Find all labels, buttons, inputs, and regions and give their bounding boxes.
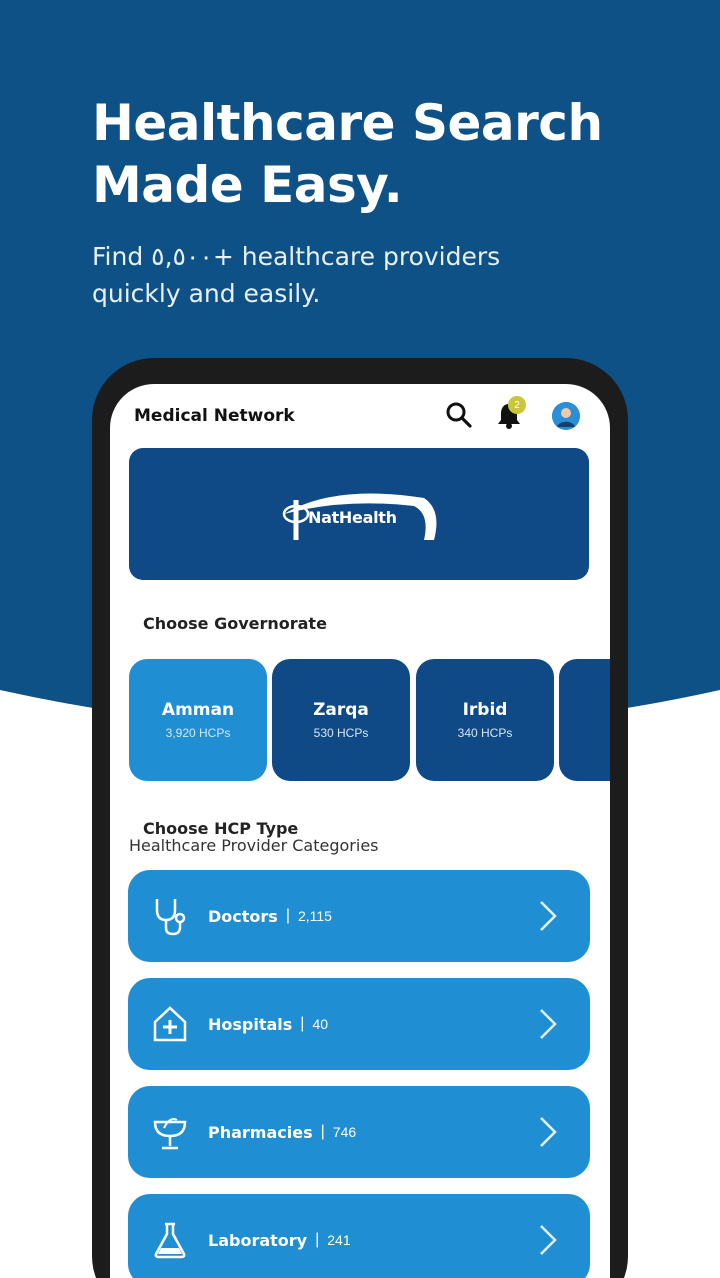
governorate-card-irbid[interactable]	[416, 659, 554, 781]
pharmacy-icon	[150, 1112, 190, 1152]
governorate-card-zarqa[interactable]	[272, 659, 410, 781]
category-label: Laboratory	[208, 1230, 308, 1250]
governorate-carousel[interactable]	[129, 659, 610, 781]
governorate-count: 530 HCPs	[313, 726, 369, 740]
governorate-name: Zarqa	[313, 700, 369, 720]
category-count: 241	[327, 1232, 351, 1248]
category-label: Hospitals	[208, 1014, 293, 1034]
search-button[interactable]	[442, 398, 476, 432]
category-pharmacies[interactable]	[128, 1086, 590, 1178]
category-count: 2,115	[297, 908, 332, 924]
category-doctors[interactable]	[128, 870, 590, 962]
promo-headline-line2: Made Easy.	[92, 156, 403, 214]
profile-avatar[interactable]	[552, 402, 580, 430]
category-label: Doctors	[208, 906, 278, 926]
promo-subline-line1: Find ٥,٥٠٠+ healthcare providers	[92, 242, 501, 271]
chevron-right-icon	[538, 1008, 558, 1040]
category-separator: |	[300, 1015, 305, 1032]
logo-text: NatHealth	[308, 508, 397, 527]
category-count: 746	[332, 1124, 357, 1140]
promo-headline	[92, 92, 692, 216]
hospital-icon	[150, 1004, 190, 1044]
category-count: 40	[312, 1016, 329, 1032]
governorate-count: 3,920 HCPs	[165, 726, 231, 740]
chevron-right-icon	[538, 1116, 558, 1148]
governorate-card-partial[interactable]	[559, 659, 610, 781]
chevron-right-icon	[538, 900, 558, 932]
promo-headline-line1: Healthcare Search	[92, 94, 603, 152]
notification-badge: 2	[508, 396, 526, 414]
app-title: Medical Network	[134, 406, 295, 426]
promo-subline-line2: quickly and easily.	[92, 279, 321, 308]
stethoscope-icon	[150, 896, 190, 936]
governorate-count: 340 HCPs	[457, 726, 513, 740]
category-laboratory[interactable]	[128, 1194, 590, 1278]
governorate-card-amman[interactable]	[129, 659, 267, 781]
governorate-name: Irbid	[462, 700, 508, 720]
category-label: Pharmacies	[208, 1122, 313, 1142]
chevron-right-icon	[538, 1224, 558, 1256]
phone-screen	[110, 384, 610, 1278]
promo-subline	[92, 238, 652, 312]
flask-icon	[150, 1220, 190, 1260]
hcp-categories-subtitle: Healthcare Provider Categories	[129, 836, 379, 855]
choose-governorate-title: Choose Governorate	[143, 614, 327, 633]
user-avatar-icon	[552, 402, 580, 430]
category-separator: |	[320, 1123, 325, 1140]
choose-hcp-type-title: Choose HCP Type	[143, 819, 299, 838]
category-separator: |	[315, 1231, 320, 1248]
category-hospitals[interactable]	[128, 978, 590, 1070]
search-icon	[445, 401, 473, 429]
nathealth-logo	[274, 484, 444, 544]
governorate-name: Amman	[161, 700, 235, 720]
brand-banner	[129, 448, 589, 580]
category-separator: |	[285, 907, 290, 924]
